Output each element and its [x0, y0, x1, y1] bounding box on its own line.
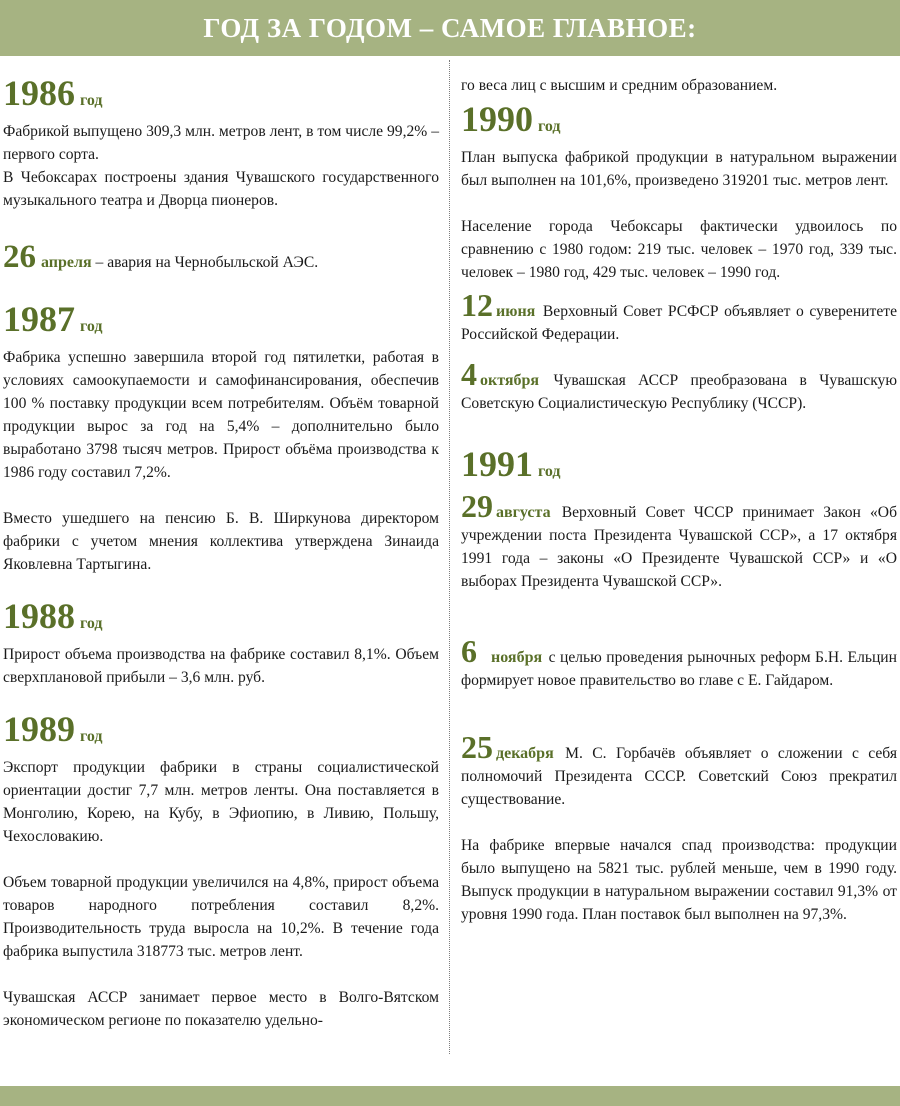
right-column: [461, 60, 897, 926]
entry-text: Прирост объема производства на фабрике составил 8,1%. Объем сверхплановой прибыли – 3,6 млн. руб.: [3, 646, 439, 686]
date-heading: [3, 238, 439, 282]
header-banner: [0, 0, 900, 56]
entry-text: [461, 633, 897, 692]
entry-body: Чувашская АССР преобразована в Чувашскую Советскую Социалистическую Республику (ЧССР).: [461, 372, 897, 412]
year-heading: [3, 710, 439, 756]
year-suffix: год: [80, 92, 103, 109]
date-heading: [461, 488, 553, 524]
month-name: апреля: [41, 254, 92, 271]
year-heading: [461, 100, 897, 146]
day-number: 26: [3, 239, 36, 275]
footer-bar: [0, 1086, 900, 1106]
entry-text: План выпуска фабрикой продукции в натуральном выражении был выполнен на 101,6%, произведено 319201 тыс. метров лент.: [461, 149, 897, 189]
left-column: [3, 60, 439, 1032]
entry-text: [461, 729, 897, 811]
entry-dec25: [461, 729, 897, 926]
year-number: 1991: [461, 444, 533, 484]
entry-text: – авария на Чернобыльской АЭС.: [95, 254, 319, 271]
entry-text: Экспорт продукции фабрики в страны социалистической ориентации достиг 7,7 млн. метров ленты. Она поставляется в Монголию, Корею, на Кубу, в Эфиопию, в Ливию, Польшу, Чехословакию.: [3, 759, 439, 845]
entry-text: Фабрикой выпущено 309,3 млн. метров лент, в том числе 99,2% – первого сорта.: [3, 123, 439, 163]
entry-text: [461, 488, 897, 593]
date-heading: [461, 633, 544, 669]
entry-1990: [461, 100, 897, 284]
entry-text: Вместо ушедшего на пенсию Б. В. Ширкунова директором фабрики с учетом мнения коллектива утверждена Зинаида Яковлевна Тартыгина.: [3, 510, 439, 573]
entry-text: Объем товарной продукции увеличился на 4,8%, прирост объема товаров народного потребления составил 8,2%. Производительность труда выросла на 10,2%. В течение года фабрика выпустила 318773 тыс. метров лент.: [3, 874, 439, 960]
year-number: 1986: [3, 73, 75, 113]
date-heading: [461, 729, 556, 765]
entry-text: На фабрике впервые начался спад производства: продукции было выпущено на 5821 тыс. рублей меньше, чем в 1990 году. Выпуск продукции в натуральном выражении составил 91,3% от уровня 1990 года. План поставок был выполнен на 97,3%.: [461, 837, 897, 923]
month-name: декабря: [496, 745, 554, 762]
year-suffix: год: [80, 318, 103, 335]
entry-1986: [3, 74, 439, 212]
entry-text: [461, 356, 897, 415]
day-number: 12: [461, 287, 493, 323]
page-title: ГОД ЗА ГОДОМ – САМОЕ ГЛАВНОЕ:: [203, 12, 697, 43]
year-heading: [3, 74, 439, 120]
date-heading: [461, 356, 541, 392]
day-number: 4: [461, 356, 477, 392]
entry-body: М. С. Горбачёв объявляет о сложении с себя полномочий Президента СССР. Советский Союз прекратил существование.: [461, 745, 897, 808]
year-number: 1989: [3, 709, 75, 749]
day-number: 25: [461, 729, 493, 765]
year-heading: [461, 445, 897, 491]
day-number: 29: [461, 488, 493, 524]
continuation-text: го веса лиц с высшим и средним образованием.: [461, 77, 778, 94]
entry-text: Чувашская АССР занимает первое место в Волго-Вятском экономическом регионе по показателю удельно-: [3, 989, 439, 1029]
entry-body: с целью проведения рыночных реформ Б.Н. Ельцин формирует новое правительство во главе с Е. Гайдаром.: [461, 649, 897, 689]
entry-text: В Чебоксарах построены здания Чувашского государственного музыкального театра и Дворца пионеров.: [3, 169, 439, 209]
year-suffix: год: [80, 615, 103, 632]
month-name: июня: [496, 303, 536, 320]
entry-apr26: [3, 238, 439, 282]
year-suffix: год: [538, 118, 561, 135]
entry-1991: [461, 445, 897, 491]
month-name: августа: [496, 504, 551, 521]
month-name: октября: [480, 372, 540, 389]
entry-body: Верховный Совет ЧССР принимает Закон «Об учреждении поста Президента Чувашской ССР», а 17 октября 1991 года – законы «О Президенте Чувашской ССР» и «О выборах Президента Чувашской ССР».: [461, 504, 897, 590]
year-number: 1990: [461, 99, 533, 139]
date-heading: [461, 287, 537, 323]
column-divider: [449, 60, 450, 1054]
year-number: 1988: [3, 596, 75, 636]
day-number: 6: [461, 633, 477, 669]
year-suffix: год: [538, 463, 561, 480]
entry-oct4: [461, 356, 897, 415]
entry-1988: [3, 597, 439, 689]
entry-text: Фабрика успешно завершила второй год пятилетки, работая в условиях самоокупаемости и самофинансирования, обеспечив 100 % поставку продукции всем потребителям. Объём товарной продукции вырос за год на 5,4% – дополнительно было выработано 3798 тысяч метров. Прирост объёма производства к 1986 году составил 7,2%.: [3, 349, 439, 481]
entry-text: [461, 287, 897, 346]
entry-aug29: [461, 488, 897, 593]
month-name: ноября: [491, 649, 543, 666]
entry-nov6: [461, 633, 897, 692]
year-number: 1987: [3, 299, 75, 339]
year-suffix: год: [80, 728, 103, 745]
year-heading: [3, 597, 439, 643]
entry-body: Верховный Совет РСФСР объявляет о суверенитете Российской Федерации.: [461, 303, 897, 343]
year-heading: [3, 300, 439, 346]
entry-jun12: [461, 287, 897, 346]
entry-1987: [3, 300, 439, 576]
entry-text: Население города Чебоксары фактически удвоилось по сравнению с 1980 годом: 219 тыс. человек – 1970 год, 339 тыс. человек – 1980 год, 429 тыс. человек – 1990 год.: [461, 218, 897, 281]
entry-1989: [3, 710, 439, 1032]
